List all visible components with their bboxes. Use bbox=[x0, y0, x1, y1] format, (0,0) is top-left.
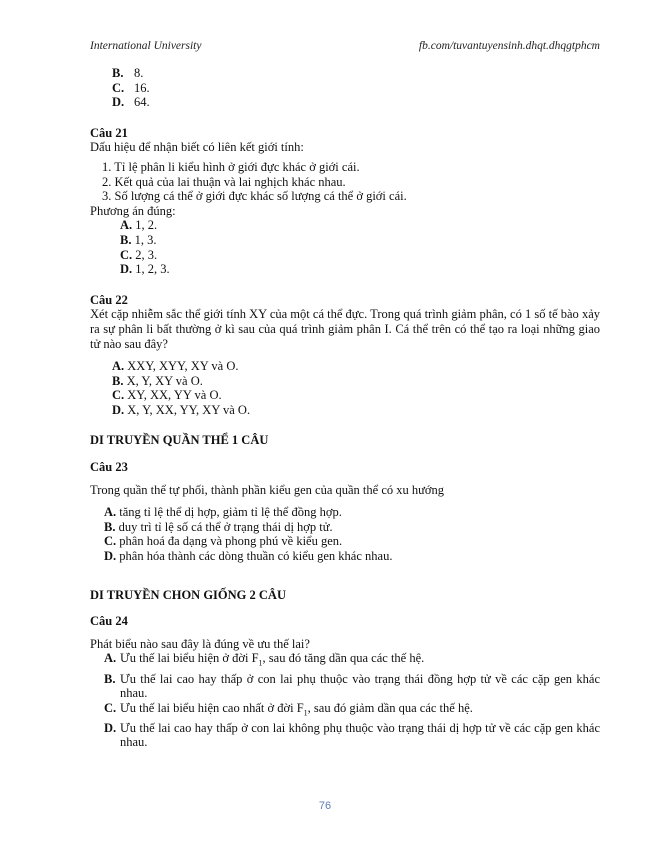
prev-options bbox=[90, 66, 600, 110]
option-text: 1, 3. bbox=[134, 232, 157, 247]
option-text: Ưu thế lai biểu hiện cao nhất ở đời $F_1$, sau đó giảm dần qua các thế hệ. bbox=[120, 700, 473, 718]
option-letter: D. bbox=[112, 402, 125, 417]
statement-item: 3. Số lượng cá thể ở giới đực khác số lượng cá thể ở giới cái. bbox=[102, 189, 407, 204]
option bbox=[104, 721, 600, 750]
option bbox=[104, 505, 600, 520]
option-letter: A. bbox=[112, 359, 125, 374]
statement-item: 2. Kết quả của lai thuận và lai nghịch khác nhau. bbox=[102, 174, 346, 189]
option-letter: C. bbox=[104, 700, 117, 715]
option-text: Ưu thế lai cao hay thấp ở con lai phụ thuộc vào trạng thái đồng hợp tử về các cặp gen khác nhau. bbox=[120, 671, 600, 701]
option bbox=[112, 359, 600, 374]
option-text: phân hóa thành các dòng thuần có kiểu gen khác nhau. bbox=[119, 549, 393, 564]
option-text: tăng tỉ lệ thể dị hợp, giảm tỉ lệ thể đồng hợp. bbox=[119, 505, 342, 520]
answer-label: Phương án đúng: bbox=[90, 203, 176, 218]
option-text: 2, 3. bbox=[135, 247, 158, 262]
option-letter: A. bbox=[104, 505, 117, 520]
option bbox=[112, 81, 600, 96]
option bbox=[104, 549, 600, 564]
question-stem: Phát biểu nào sau đây là đúng về ưu thế lai? bbox=[90, 636, 310, 651]
option-letter: A. bbox=[104, 651, 117, 666]
option bbox=[112, 95, 600, 110]
question-title: Câu 21 bbox=[90, 125, 128, 140]
option-text: X, Y, XX, YY, XY và O. bbox=[127, 402, 251, 417]
option-letter: D. bbox=[120, 262, 133, 277]
option bbox=[104, 672, 600, 701]
page-content bbox=[90, 66, 600, 750]
option-letter: D. bbox=[112, 95, 125, 110]
option-letter: C. bbox=[112, 388, 125, 403]
option bbox=[112, 374, 600, 389]
question-title: Câu 24 bbox=[90, 614, 128, 629]
option bbox=[120, 218, 600, 233]
option-text: phân hoá đa dạng và phong phú về kiểu gen. bbox=[119, 534, 343, 549]
header-right: fb.com/tuvantuyensinh.dhqt.dhqgtphcm bbox=[418, 40, 600, 52]
option bbox=[112, 403, 600, 418]
section-heading: DI TRUYỀN QUẦN THỂ 1 CÂU bbox=[90, 433, 269, 448]
option bbox=[112, 388, 600, 403]
question-stem: Dấu hiệu để nhận biết có liên kết giới tính: bbox=[90, 140, 304, 155]
option-letter: B. bbox=[112, 66, 124, 80]
option bbox=[120, 262, 600, 277]
option-letter: A. bbox=[120, 218, 133, 233]
question-title: Câu 22 bbox=[90, 292, 128, 307]
option-text: Ưu thế lai biểu hiện ở đời $F_1$, sau đó tăng dần qua các thế hệ. bbox=[120, 651, 425, 668]
option-letter: B. bbox=[104, 519, 116, 534]
option-text: Ưu thế lai cao hay thấp ở con lai không phụ thuộc vào trạng thái dị hợp tử về các cặp gen khác nhau. bbox=[120, 720, 600, 750]
option bbox=[104, 534, 600, 549]
option-text: X, Y, XY và O. bbox=[126, 373, 203, 388]
header-left: International University bbox=[90, 40, 202, 52]
option bbox=[104, 520, 600, 535]
option-text: 64. bbox=[134, 95, 150, 110]
page-number: 76 bbox=[318, 800, 332, 812]
option-letter: D. bbox=[104, 549, 117, 564]
option-text: 1, 2, 3. bbox=[135, 262, 170, 277]
option-text: 16. bbox=[134, 80, 150, 95]
option bbox=[104, 651, 600, 671]
option-letter: C. bbox=[104, 534, 117, 549]
option bbox=[120, 248, 600, 263]
option-letter: D. bbox=[104, 720, 117, 735]
option-letter: C. bbox=[120, 247, 133, 262]
option-letter: B. bbox=[112, 373, 124, 388]
option bbox=[120, 233, 600, 248]
option-letter: B. bbox=[104, 671, 116, 686]
question-stem: Xét cặp nhiễm sắc thể giới tính XY của một cá thể đực. Trong quá trình giảm phân, có 1 số tế bào xảy ra sự phân li bất thường ở kì sau của quá trình giảm phân I. Cá thể trên có thể tạo ra loại những giao tử nào sau đây? bbox=[90, 307, 600, 351]
option-letter: B. bbox=[120, 232, 132, 247]
option-text: duy trì tỉ lệ số cá thể ở trạng thái dị hợp tử. bbox=[118, 519, 333, 534]
section-heading: DI TRUYỀN CHON GIỐNG 2 CÂU bbox=[90, 587, 286, 602]
statement-item: 1. Tỉ lệ phân li kiểu hình ở giới đực khác ở giới cái. bbox=[102, 159, 360, 174]
option-text: 8. bbox=[134, 66, 144, 80]
option-text: XY, XX, YY và O. bbox=[127, 388, 222, 403]
option-text: XXY, XYY, XY và O. bbox=[127, 359, 239, 374]
question-stem: Trong quần thể tự phối, thành phần kiểu gen của quần thể có xu hướng bbox=[90, 482, 445, 497]
option bbox=[104, 701, 600, 721]
option-letter: C. bbox=[112, 80, 125, 95]
option bbox=[112, 66, 600, 81]
question-title: Câu 23 bbox=[90, 460, 128, 475]
option-text: 1, 2. bbox=[135, 218, 158, 233]
